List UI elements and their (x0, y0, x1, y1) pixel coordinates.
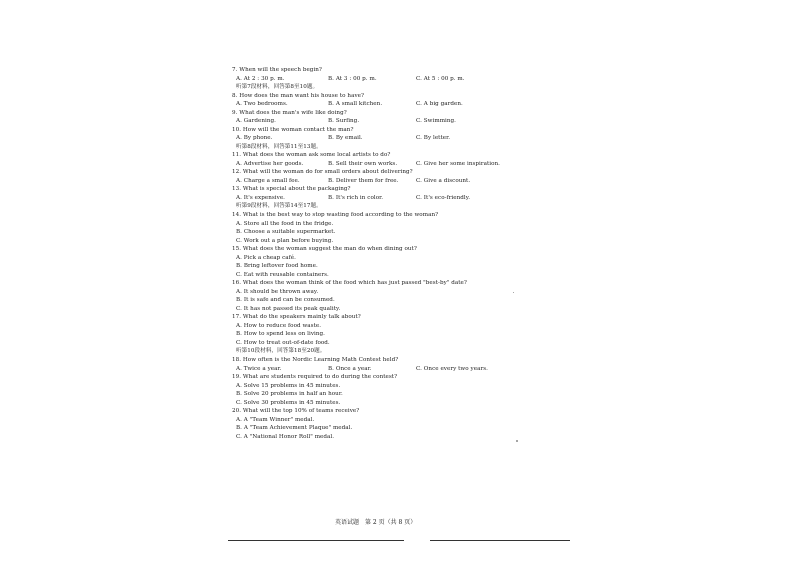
line-text: A. Store all the food in the fridge. (236, 220, 334, 227)
option-text: A. Charge a small fee. (236, 177, 300, 184)
option-text: C. It's eco-friendly. (416, 194, 471, 201)
line-text: 听第7段材料，回答第8至10题。 (236, 84, 319, 91)
option-text: C. Give her some inspiration. (416, 160, 501, 167)
line-text: B. It is safe and can be consumed. (236, 297, 335, 304)
option-text: A. Twice a year. (236, 365, 282, 372)
line-text: 7. When will the speech begin? (232, 67, 322, 73)
line-text: B. A "Team Achievement Plaque" medal. (236, 425, 353, 432)
option-text: C. Give a discount. (416, 177, 471, 184)
line-text: 12. What will the woman do for small orders about delivering? (232, 169, 413, 176)
line-text: 20. What will the top 10% of teams receive? (232, 408, 360, 415)
option-text: C. Once every two years. (416, 365, 488, 372)
line-text: A. A "Team Winner" medal. (236, 416, 315, 423)
line-text: 10. How will the woman contact the man? (232, 126, 354, 133)
line-text: 9. What does the man's wife like doing? (232, 109, 347, 116)
line-text: B. Choose a suitable supermarket. (236, 229, 336, 236)
option-text: B. It's rich in color. (328, 194, 384, 201)
option-text: B. A small kitchen. (328, 101, 383, 108)
option-text: A. At 2 : 30 p. m. (236, 75, 285, 82)
line-text: 听第8段材料，回答第11至13题。 (236, 143, 322, 150)
line-text: 听第9段材料，回答第14至17题。 (236, 203, 322, 210)
line-text: A. How to reduce food waste. (236, 322, 322, 329)
option-text: C. By letter. (416, 135, 451, 142)
line-text: 18. How often is the Nordic Learning Math Contest held? (232, 357, 399, 364)
option-text: A. Advertise her goods. (236, 160, 304, 167)
scan-speck (513, 292, 514, 293)
option-text: C. At 5 : 00 p. m. (416, 75, 465, 82)
page-footer: 英语试题 第 2 页（共 8 页） (335, 519, 417, 526)
option-text: B. Once a year. (328, 365, 372, 372)
option-text: A. It's expensive. (236, 194, 286, 201)
line-text: B. Solve 20 problems in half an hour. (236, 391, 343, 398)
option-text: B. Deliver them for free. (328, 177, 399, 184)
option-text: A. By phone. (236, 135, 273, 142)
line-text: 17. What do the speakers mainly talk about? (232, 314, 361, 321)
line-text: 15. What does the woman suggest the man do when dining out? (232, 246, 417, 253)
option-text: C. Swimming. (416, 118, 457, 125)
line-text: B. How to spend less on living. (236, 331, 326, 338)
line-text: 11. What does the woman ask some local artists to do? (232, 152, 391, 159)
option-text: B. Sell their own works. (328, 160, 398, 167)
line-text: 13. What is special about the packaging? (232, 186, 351, 193)
footer-rule-left (228, 540, 404, 541)
line-text: 14. What is the best way to stop wasting food according to the woman? (232, 212, 439, 218)
option-text: A. Two bedrooms. (236, 101, 288, 108)
line-text: 16. What does the woman think of the food which has just passed "best-by" date? (232, 280, 467, 287)
line-text: 8. How does the man want his house to have? (232, 92, 365, 99)
line-text: 听第10段材料，回答第18至20题。 (236, 348, 326, 355)
line-text: C. Work out a plan before buying. (236, 237, 334, 244)
option-text: C. A big garden. (416, 101, 463, 108)
scan-speck (516, 440, 518, 442)
footer-rule-right (430, 540, 570, 541)
line-text: C. Solve 30 problems in 45 minutes. (236, 399, 341, 406)
line-text: A. Pick a cheap café. (236, 254, 296, 261)
line-text: C. It has not passed its peak quality. (236, 305, 341, 312)
line-text: 19. What are students required to do during the contest? (232, 374, 398, 381)
line-text: A. It should be thrown away. (236, 288, 319, 295)
option-text: B. Surfing. (328, 118, 360, 125)
option-text: B. By email. (328, 135, 363, 142)
option-text: B. At 3 : 00 p. m. (328, 75, 377, 82)
line-text: C. A "National Honor Roll" medal. (236, 433, 335, 440)
line-text: C. Eat with reusable containers. (236, 271, 329, 278)
line-text: A. Solve 15 problems in 45 minutes. (236, 382, 341, 389)
line-text: C. How to treat out-of-date food. (236, 339, 330, 346)
line-text: B. Bring leftover food home. (236, 263, 318, 270)
option-text: A. Gardening. (236, 118, 276, 125)
